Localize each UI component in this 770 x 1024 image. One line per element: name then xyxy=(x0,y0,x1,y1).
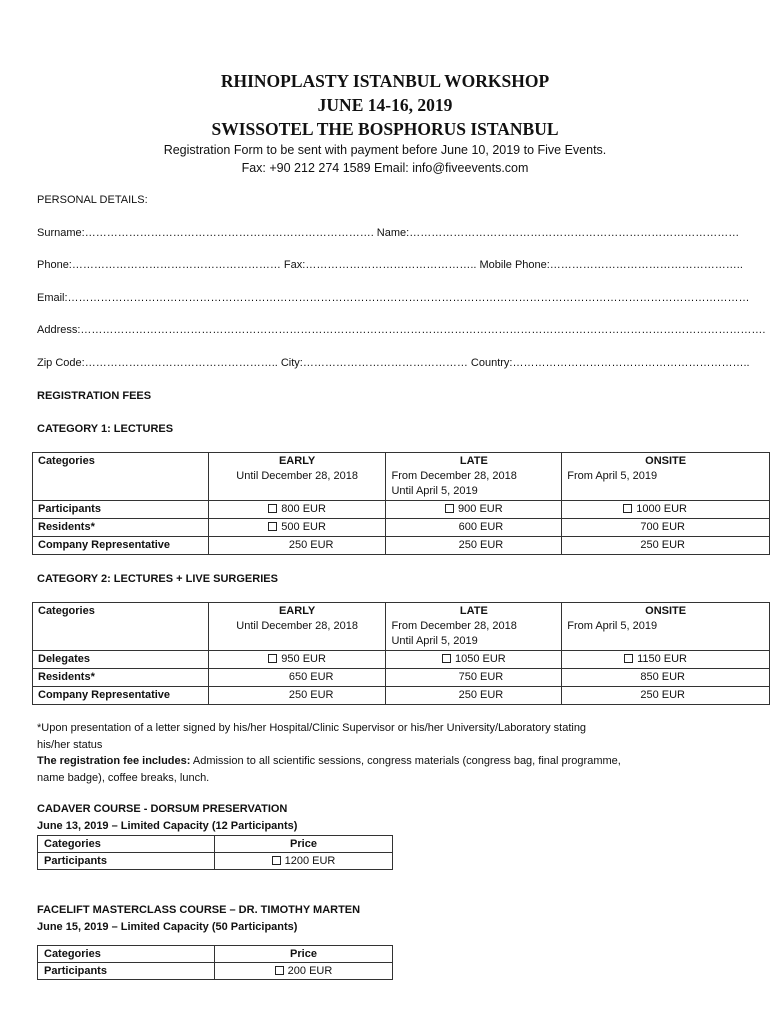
header-late-from: From December 28, 2018 xyxy=(391,620,517,632)
late-price: 250 EUR xyxy=(386,537,562,555)
onsite-option[interactable] xyxy=(562,501,770,519)
late-price: 250 EUR xyxy=(386,687,562,705)
header-late-until: Until April 5, 2019 xyxy=(391,635,478,647)
late-option[interactable] xyxy=(386,501,562,519)
table-header-row xyxy=(38,836,393,853)
row-label: Participants xyxy=(38,853,215,870)
checkbox-icon[interactable] xyxy=(275,966,284,975)
price-option[interactable] xyxy=(215,963,393,980)
surname-name-field[interactable]: Surname:……………………………………………………………………. Name:……………………………………………………………………………… xyxy=(37,227,740,239)
header-onsite-date: From April 5, 2019 xyxy=(567,470,658,482)
category-2-fee-table xyxy=(32,602,770,705)
late-option[interactable] xyxy=(386,651,562,669)
facelift-course-heading: FACELIFT MASTERCLASS COURSE – DR. TIMOTHY MARTEN xyxy=(37,904,361,916)
price-value: 200 EUR xyxy=(287,965,333,977)
header-late-label: LATE xyxy=(459,605,488,617)
header-onsite xyxy=(562,453,770,501)
checkbox-icon[interactable] xyxy=(445,504,454,513)
workshop-dates: JUNE 14-16, 2019 xyxy=(317,95,453,115)
header-late-until: Until April 5, 2019 xyxy=(391,485,478,497)
header-onsite xyxy=(562,603,770,651)
header-categories: Categories xyxy=(38,836,215,853)
table-row xyxy=(33,669,770,687)
onsite-price: 1150 EUR xyxy=(637,653,687,665)
category-2-heading: CATEGORY 2: LECTURES + LIVE SURGERIES xyxy=(37,573,278,585)
onsite-option[interactable] xyxy=(562,651,770,669)
header-late xyxy=(386,453,562,501)
early-option[interactable] xyxy=(208,519,386,537)
early-price: 650 EUR xyxy=(208,669,386,687)
table-header-row xyxy=(38,946,393,963)
checkbox-icon[interactable] xyxy=(442,654,451,663)
header-late xyxy=(386,603,562,651)
registration-instructions: Registration Form to be sent with payment before June 10, 2019 to Five Events. xyxy=(163,143,607,157)
personal-details-heading: PERSONAL DETAILS: xyxy=(37,194,148,206)
header-onsite-label: ONSITE xyxy=(645,605,687,617)
phone-fax-mobile-field[interactable]: Phone:………………………………………………… Fax:……………………………………….. Mobile Phone:…………………………………………….. xyxy=(37,259,743,271)
header-early-label: EARLY xyxy=(278,605,316,617)
row-label: Participants xyxy=(38,963,215,980)
early-price: 950 EUR xyxy=(281,653,326,665)
price-value: 1200 EUR xyxy=(284,855,336,867)
header-categories-label: Categories xyxy=(38,605,95,617)
row-label: Residents* xyxy=(33,519,209,537)
early-price: 500 EUR xyxy=(281,521,326,533)
early-price: 250 EUR xyxy=(208,537,386,555)
row-label: Participants xyxy=(33,501,209,519)
title-block xyxy=(0,69,770,177)
fee-includes-label: The registration fee includes: xyxy=(37,755,191,767)
workshop-title: RHINOPLASTY ISTANBUL WORKSHOP xyxy=(220,71,550,91)
header-late-from: From December 28, 2018 xyxy=(391,470,517,482)
late-price: 600 EUR xyxy=(386,519,562,537)
table-header-row xyxy=(33,453,770,501)
header-early-date: Until December 28, 2018 xyxy=(236,620,358,632)
header-onsite-label: ONSITE xyxy=(645,455,687,467)
onsite-price: 700 EUR xyxy=(562,519,770,537)
header-categories-label: Categories xyxy=(38,455,95,467)
table-row xyxy=(33,687,770,705)
early-option[interactable] xyxy=(208,501,386,519)
table-row xyxy=(33,651,770,669)
header-early xyxy=(208,453,386,501)
onsite-price: 850 EUR xyxy=(562,669,770,687)
header-price: Price xyxy=(215,836,393,853)
table-row xyxy=(33,537,770,555)
onsite-price: 250 EUR xyxy=(562,687,770,705)
table-row xyxy=(38,963,393,980)
checkbox-icon[interactable] xyxy=(268,654,277,663)
early-price: 800 EUR xyxy=(281,503,326,515)
cadaver-course-heading: CADAVER COURSE - DORSUM PRESERVATION xyxy=(37,803,288,815)
late-price: 750 EUR xyxy=(386,669,562,687)
workshop-venue: SWISSOTEL THE BOSPHORUS ISTANBUL xyxy=(211,119,559,139)
row-label: Company Representative xyxy=(33,687,209,705)
header-late-label: LATE xyxy=(459,455,488,467)
table-row xyxy=(33,501,770,519)
header-price: Price xyxy=(215,946,393,963)
checkbox-icon[interactable] xyxy=(268,522,277,531)
late-price: 900 EUR xyxy=(458,503,503,515)
onsite-price: 1000 EUR xyxy=(636,503,687,515)
price-option[interactable] xyxy=(215,853,393,870)
row-label: Residents* xyxy=(33,669,209,687)
facelift-price-table xyxy=(37,945,393,980)
header-categories xyxy=(33,603,209,651)
fee-includes-line2: name badge), coffee breaks, lunch. xyxy=(37,772,210,784)
header-categories: Categories xyxy=(38,946,215,963)
header-early xyxy=(208,603,386,651)
checkbox-icon[interactable] xyxy=(623,504,632,513)
early-price: 250 EUR xyxy=(208,687,386,705)
fee-includes-text: Admission to all scientific sessions, congress materials (congress bag, final programme, xyxy=(190,755,621,767)
facelift-course-date: June 15, 2019 – Limited Capacity (50 Participants) xyxy=(37,921,298,933)
email-field[interactable]: Email:…………………………………………………………………………………………………………………………………………………………………… xyxy=(37,292,750,304)
table-row xyxy=(38,853,393,870)
header-early-date: Until December 28, 2018 xyxy=(236,470,358,482)
address-field[interactable]: Address:……………………………………………………………………………………………………………………………………………………………………. xyxy=(37,324,766,336)
checkbox-icon[interactable] xyxy=(268,504,277,513)
category-1-fee-table xyxy=(32,452,770,555)
fee-includes-line xyxy=(37,754,621,768)
header-categories xyxy=(33,453,209,501)
zip-city-country-field[interactable]: Zip Code:…………………………………………….. City:……………………………………… Country:……………………………………………………….. xyxy=(37,357,750,369)
header-onsite-date: From April 5, 2019 xyxy=(567,620,658,632)
cadaver-course-date: June 13, 2019 – Limited Capacity (12 Participants) xyxy=(37,820,298,832)
checkbox-icon[interactable] xyxy=(272,856,281,865)
contact-info: Fax: +90 212 274 1589 Email: info@fiveevents.com xyxy=(241,161,529,175)
residents-note-line1: *Upon presentation of a letter signed by his/her Hospital/Clinic Supervisor or his/her University/Laboratory stating xyxy=(37,722,587,734)
checkbox-icon[interactable] xyxy=(624,654,633,663)
header-early-label: EARLY xyxy=(278,455,316,467)
table-header-row xyxy=(33,603,770,651)
cadaver-price-table xyxy=(37,835,393,870)
row-label: Company Representative xyxy=(33,537,209,555)
row-label: Delegates xyxy=(33,651,209,669)
registration-fees-heading: REGISTRATION FEES xyxy=(37,390,152,402)
early-option[interactable] xyxy=(208,651,386,669)
table-row xyxy=(33,519,770,537)
late-price: 1050 EUR xyxy=(454,653,506,665)
category-1-heading: CATEGORY 1: LECTURES xyxy=(37,423,174,435)
onsite-price: 250 EUR xyxy=(562,537,770,555)
residents-note-line2: his/her status xyxy=(37,739,103,751)
